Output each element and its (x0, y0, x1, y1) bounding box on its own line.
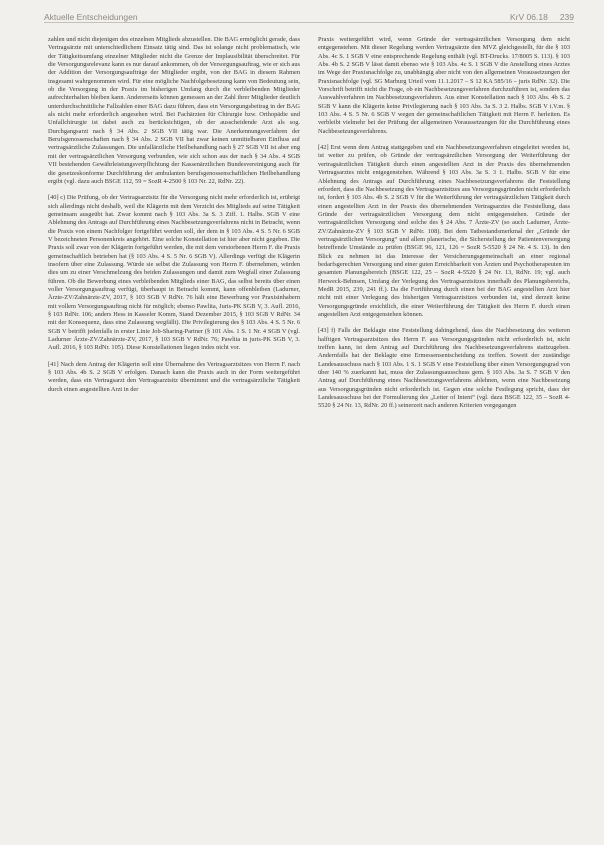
left-column (48, 36, 300, 402)
header-divider (44, 22, 574, 23)
paragraph: [43] f) Falls der Beklagte eine Feststellung dahingehend, dass die Nachbesetzung des weiteren halftigen Vertragsarztsitzes des Herrn F. aus Versorgungsgründen nicht erforderlich ist, nicht treffen kann, ist dem Antrag auf Durchführung des Nachbesetzungsverfahrens stattzugeben. Andernfalls hat der Beklagte eine Ermessensentscheidung zu treffen. Soweit der zuständige Landesausschuss nach § 103 Abs. 1 S. 1 SGB V eine Feststellung über einen Versorgungsgrad von über 140 % zuerkannt hat, muss der Zulassungsausschuss gem. § 103 Abs. 3a S. 7 SGB V den Antrag auf Durchführung eines Nachbesetzungsverfahrens ablehnen, wenn eine Nachbesetzung aus Versorgungsgründen nicht erforderlich ist. Gegen eine solche Festlegung spricht, dass der Landesausschuss bei der Formulierung des „Letter of Intent“ (vgl. dazu BSGE 122, 35 – SozR 4-5520 § 24 Nr. 13, RdNr. 20 ff.) seinerzeit nach anderen Kriterien vorgegangen (318, 327, 570, 410)
running-header (44, 10, 574, 26)
paragraph: [42] Erst wenn dem Antrag stattgegeben und ein Nachbesetzungsverfahren eingeleitet worden ist, ist weiter zu prüfen, ob Gründe der vertragsärztlichen Versorgung der Weiterführung der vertragsärztlichen Tätigkeit durch einen angestellten Arzt in der Praxis des übernehmenden Vertragsarztes nicht entgegenstehen. Während § 103 Abs. 3a S. 3 1. Halbs. SGB V für eine Ablehnung des Antrags auf Durchführung eines Nachbesetzungsverfahrens die Feststellung erfordert, dass die Nachbesetzung des Vertragsarztsitzes aus Versorgungsgründen nicht erforderlich ist, fordert § 103 Abs. 4b S. 2 SGB V für die Weiterführung der vertragsärztlichen Tätigkeit durch einen angestellten Arzt in der Praxis des übernehmenden Vertragsarztes die Feststellung, dass Gründe der vertragsärztlichen Versorgung dem nicht entgegenstehen. Gründe der vertragsärztlichen Versorgung sind solche des § 24 Abs. 7 Ärzte-ZV (so auch Ladurner, Ärzte-ZV/Zahnärzte-ZV § 103 SGB V RdNr. 108). Bei dem Tatbestandsmerkmal der „Gründe der vertragsärztlichen Versorgung“ und allem planerische, die Sicherstellung der Patientenversorgung betreffende Umstände zu prüfen (BSGE 96, 121, 126 = SozR 5-5520 § 24 Nr. 4 S. 13). In den Blick zu nehmen ist das Interesse der Versicherungsgemeinschaft an einer regional bedarfsgerechten Versorgung und einer guten Erreichbarkeit von Ärzten und Psychotherapeuten im gesamten Planungsbereich (BSGE 122, 25 – SozR 4-5520 § 24 Nr. 13, RdNr. 19; vgl. auch Herweck-Behnsen, Umfang der Verlegung des Vertragsarztsitzes innerhalb des Planungsbereichs, MedR 2015, 239, 241 ff.). Da die Fortführung durch einen bei der BAG angestellten Arzt hier nicht mit einer Verlegung des bisherigen Vertragsarztsitzes verbunden ist, sind derzeit keine Versorgungsgründe ersichtlich, die einer Weiterführung der Tätigkeit des Herrn F. durch einen angestellten Arzt entgegenstehen können. (318, 144, 570, 318)
journal-issue: KrV 06.18 (510, 12, 548, 22)
right-column (318, 36, 570, 419)
page-number: 239 (559, 12, 574, 22)
paragraph: [40] c) Die Prüfung, ob der Vertragsarztsitz für die Versorgung nicht mehr erforderlich ist, erübrigt sich allerdings nicht deshalb, weil die Klägerin mit dem Verzicht des Mitglieds auf seine Tätigkeit gemeinsam ausgeübt hat. Zwar kommt nach § 103 Abs. 3a S. 3 Ziff. 1. Halbs. SGB V eine Ablehnung des Antrags auf Durchführung eines Nachbesetzungsverfahrens nicht in Betracht, wenn die Praxis von einem Nachfolger fortgeführt werden soll, der dem in § 103 Abs. 4 S. 5 Nr. 6 SGB V bezeichneten Personenkreis angehört. Eine solche Konstellation ist hier aber nicht gegeben. Die Praxis soll zwar von der Klägerin fortgeführt werden, die mit dem verstorbenen Herrn F. die Praxis gemeinschaftlich betrieben hat (§ 103 Abs. 4 S. 5 Nr. 6 SGB V). Allerdings verfügt die Klägerin insofern über eine Zulassung. Würde sie selbst die Zulassung von Herrn F. übernehmen, würden dies um zu einer Verschmelzung des beiden Zulassungen und damit zum Wegfall einer Zulassung führen. Ob die Bewerbung eines verbleibenden Mitglieds einer BAG, das selbst bereits über einen voller Versorgungsauftrag verfügt, überhaupt in Betracht kommt, kann offenbleiben (Ladurner, Ärzte-ZV/Zahnärzte-ZV, 2017, § 103 SGB V RdNr. 76 hält eine Bewerbung vor Praxisinhabern mit vollem Versorgungsauftrag nicht für möglich; ebenso Pawlita, Juris-PK SGB V, 3. Aufl. 2016, § 103 RdNr. 106; anders Hess in Kasseler Komm, Stand Dezember 2015, § 103 SGB V RdNr. 34 mit der Konsequenz, dass eine Zulassung wegfällt). Die Privilegierung des § 103 Abs. 4 S. 5 Nr. 6 SGB V betrifft jedenfalls in erster Linie Job-Sharing-Partner (§ 101 Abs. 1 S. 1 Nr. 4 SGB V (vgl. Ladurner Ärzte-ZV/Zahnärzte-ZV, 2017, § 103 SGB V RdNr. 76; Pawlita in juris-PK SGB V, 3. Aufl. 2016, § 103 RdNr. 105). Diese Konstellationen liegen indes nicht vor. (48, 194, 300, 352)
paragraph: Praxis weitergeführt wird, wenn Gründe der vertragsärztlichen Versorgung dem nicht entgegenstehen. Mit dieser Regelung werden Vertragsärzte den MVZ gleichgestellt, für die § 103 Abs. 4c S. 1 SGB V eine entsprechende Regelung enthält (vgl. BT-Drucks. 17/8005 S. 113). § 103 Abs. 4b S. 2 SGB V lässt damit ebenso wie § 103 Abs. 4c S. 1 SGB V die Anstellung eines Arztes im Wege der Praxisnachfolge zu, unabhängig aber nicht von den allgemeinen Voraussetzungen der Praxisnachfolge (vgl. SG Marburg Urteil vom 11.1.2017 – S 12 KA 585/16 – juris RdNr. 32). Die Vorschrift betrifft nicht die Frage, ob ein Nachbesetzungsverfahren durchzuführen ist, sondern das Auswahlverfahren im Nachbesetzungsverfahren. Aus einer Konstellation nach § 103 Abs. 4b S. 2 SGB V kann die Klägerin keine Privilegierung nach § 103 Abs. 3a S. 3 2. Halbs. SGB V i.V.m. § 103 Abs. 4 S. 5 Nr. 6 SGB V wegen der gemeinschaftlichen Tätigkeit mit Herrn F. herleiten. Es verbleibt vielmehr bei der Prüfung der allgemeinen Voraussetzungen für die Durchführung eines Nachbesetzungsverfahrens. (318, 36, 570, 135)
section-title: Aktuelle Entscheidungen (44, 12, 138, 22)
paragraph: zahlen und nicht diejenigen des einzelnen Mitglieds abzustellen. Die BAG ermöglicht gerade, dass Vertragsärzte mit unterschiedlichem Einsatz tätig sind. Das ist solange nicht problematisch, wie der Tätigkeitsumfang einzelner Mitglieder nicht die Grenze der Implausibilität überschreitet. Für die Versorgungsrelevanz kann es nur darauf ankommen, ob der Versorgungsauftrag, wie er sich aus der Addition der Versorgungsaufträge der Mitglieder ergibt, von der BAG in diesem Rahmen insgesamt wahrgenommen wird. Für eine mögliche Nachfolgebesetzung kann von Bedeutung sein, ob die Versorgung in der Praxis im bisherigen Umfang durch die verbleibenden Mitglieder aufrechterhalten bleiben kann. Andererseits können gemessen an der Zahl ihrer Mitglieder deutlich unterdurchschnittliche Fallzahlen einer BAG dazu führen, dass ein Versorgungsbeitrag in der BAG als nicht mehr erforderlich angesehen wird. Bei Fachärzten für Chirurgie bzw. Orthopädie und Unfallchirurgie ist dabei auch zu berücksichtigen, ob der ausscheidende Arzt als sog. Durchgangsarzt nach § 34 Abs. 2 SGB VII tätig war. Die Anerkennungsverfahren der Berufsgenossenschaften nach § 34 Abs. 2 SGB VII hat zwar keinen unmittelbaren Einfluss auf vertragsärztliche Zulassungen. Die unfallärztliche Heilbehandlung nach § 27 SGB VII ist aber eng mit der vertragsärztlichen Versorgung verbunden, wie sich schon aus der nach § 34 Abs. 4 SGB VII bestehenden Gewährleistungsverpflichtung der Kassenärztlichen Bundesvereinigung auch für die gesetzeskonforme Durchführung der ambulanten berufsgenossenschaftlichen Heilbehandlung ergibt (vgl. dazu auch BSGE 112, 59 = SozR 4-2500 § 103 Nr. 22, RdNr. 22). (48, 36, 300, 185)
paragraph: [41] Nach dem Antrag der Klägerin soll eine Übernahme des Vertragsarztsitzes von Herrn F. nach § 103 Abs. 4b S. 2 SGB V erfolgen. Danach kann die Praxis auch in der Form weitergeführt werden, dass ein Vertragsarzt den Vertragsarztsitz übernimmt und die vertragsärztliche Tätigkeit durch einen angestellten Arzt in der (48, 360, 300, 393)
journal-info (510, 12, 574, 22)
